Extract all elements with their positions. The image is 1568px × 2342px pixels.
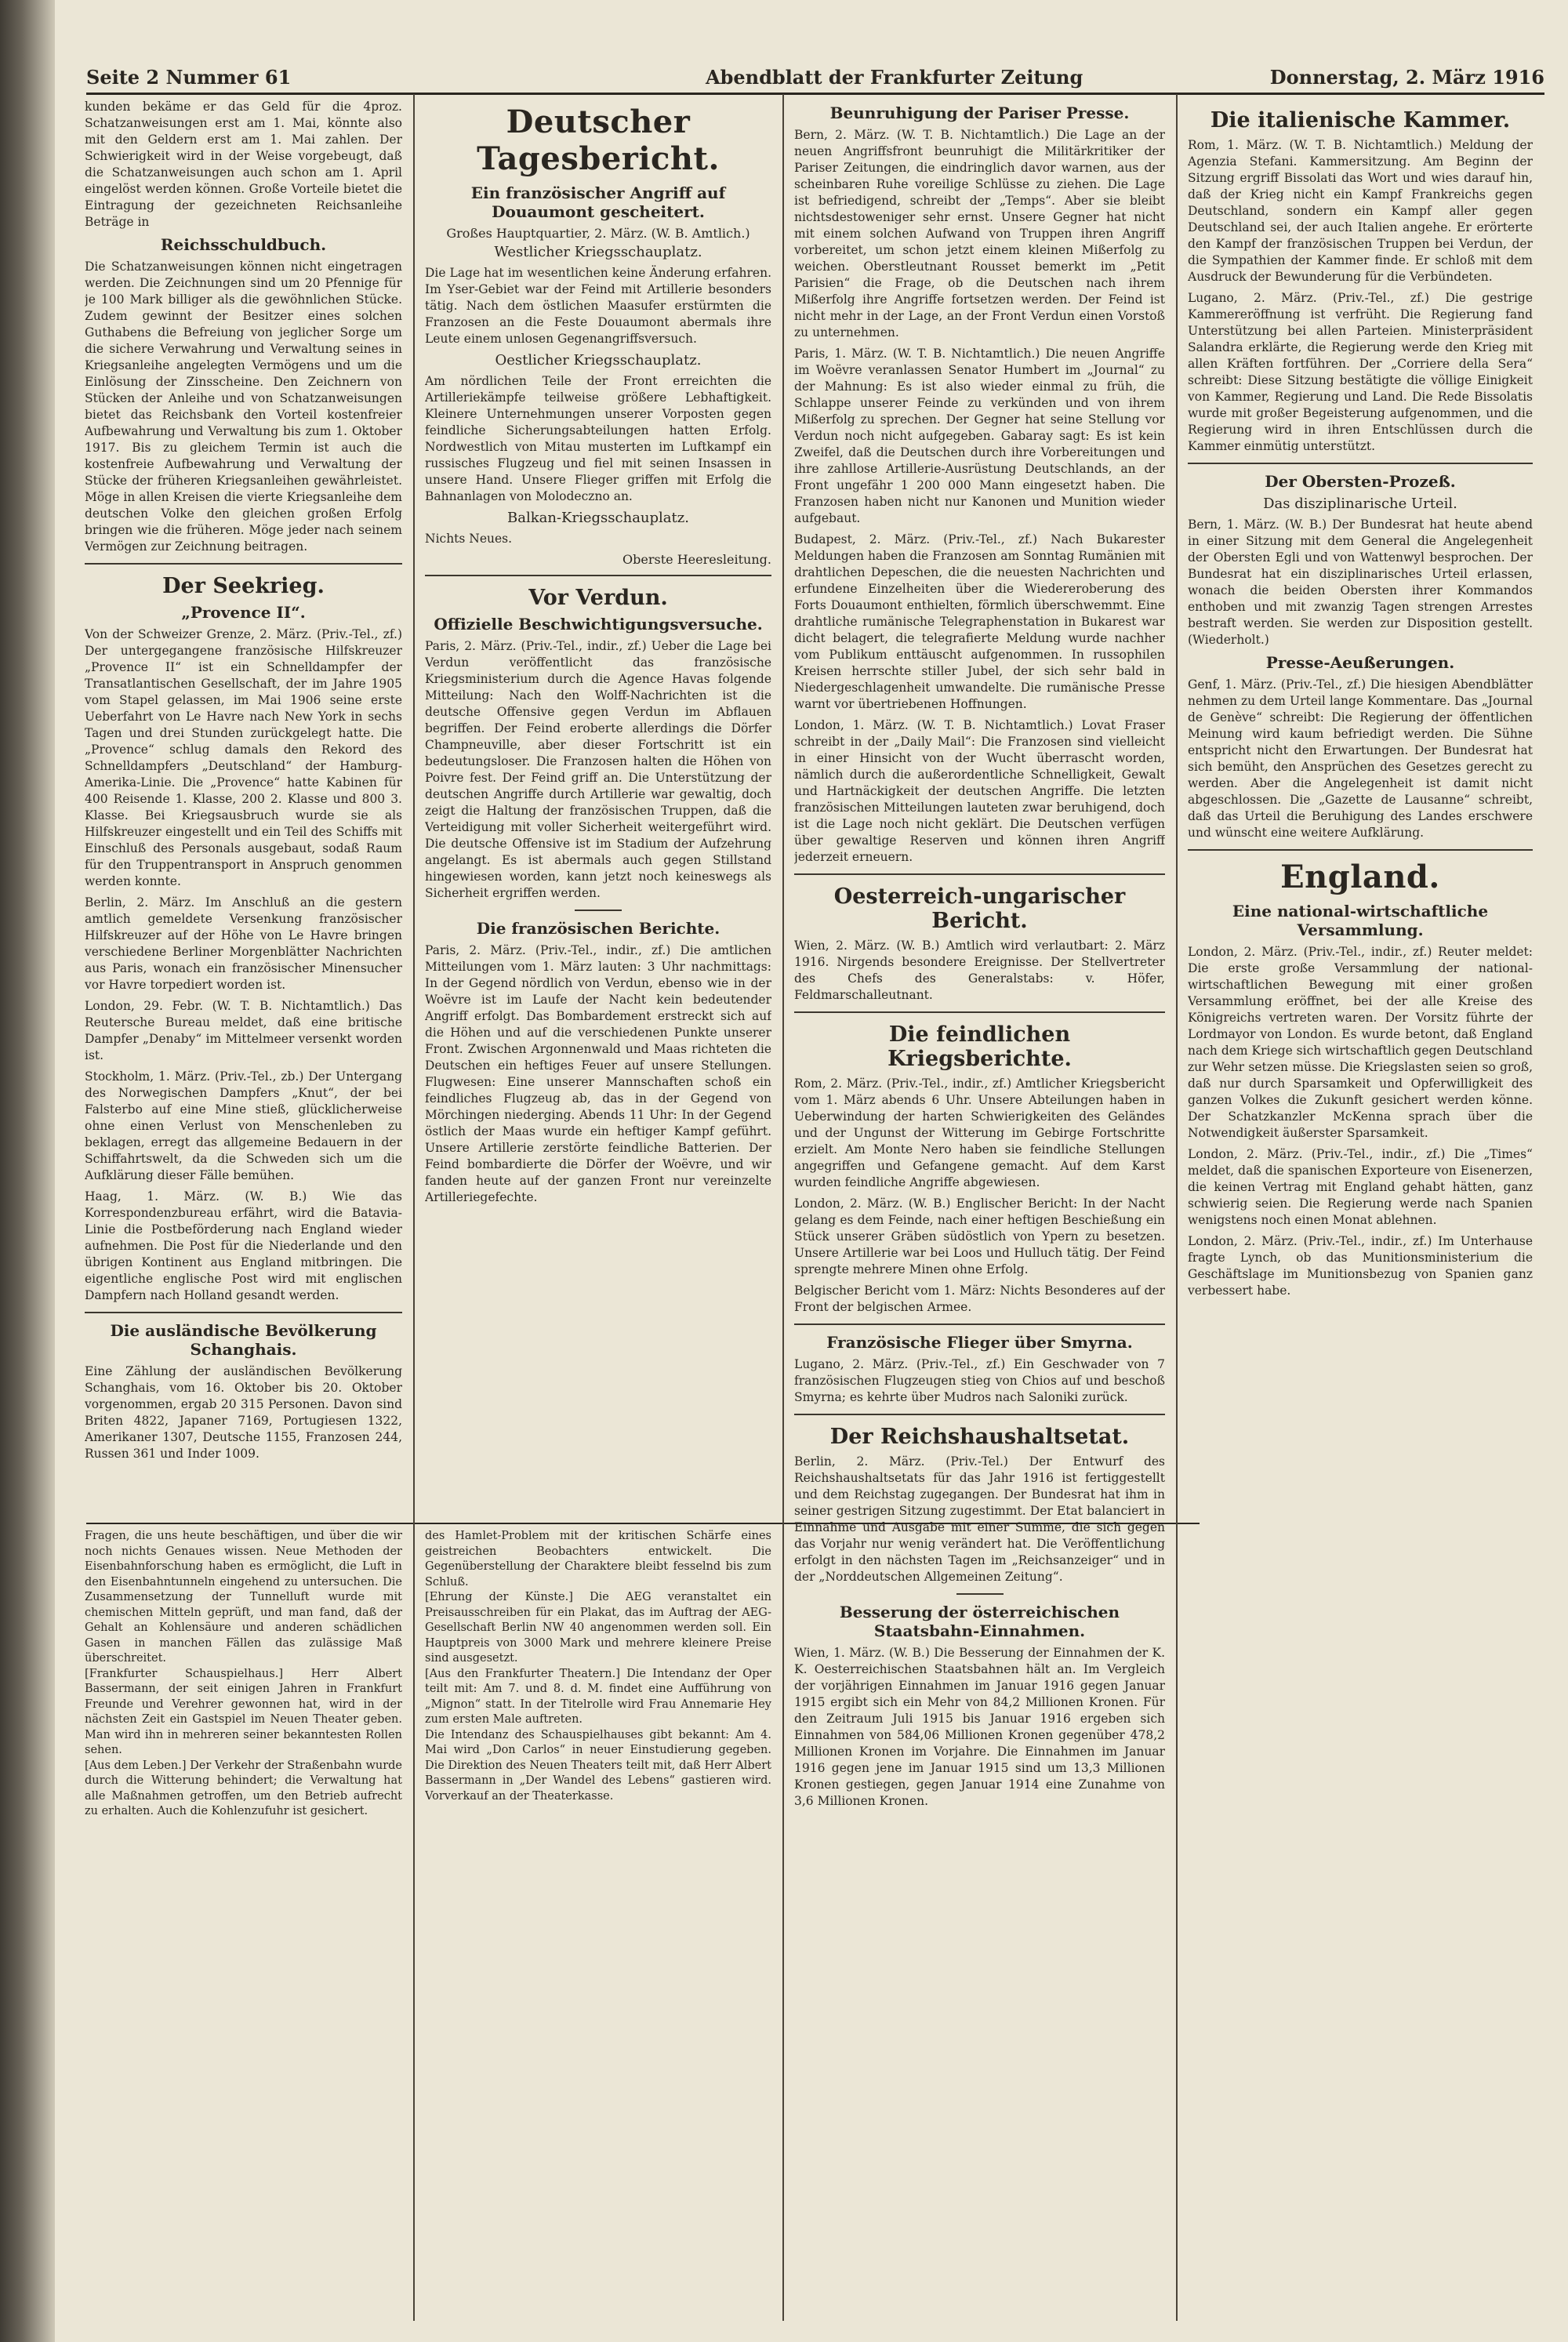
article-intro: kunden bekäme er das Geld für die 4proz. Schatzanweisungen erst am 1. Mai, könnte also mit den Geldern erst am 1. Mai zahlen. Der Schwierigkeit wird in der Weise vorgebeugt, daß die Schatzanweisungen auch schon am 1. April eingelöst werden können. Große Vorteile bietet die Eintragung der gezeichneten Reichsanleihe Beträge in — [85, 100, 402, 229]
article-london-versammlung: London, 2. März. (Priv.-Tel., indir., zf.) Reuter meldet: Die erste große Versammlung der national-wirtschaftlichen Bewegung mit einer großen Versammlung eröffnet, bei der alle Kreise des Königreichs vertreten waren. Der Vorsitz führte der Lordmayor von London. Es wurde betont, daß England nach dem Kriege sich wirtschaftlich gegen Deutschland zur Wehr setzen müsse. Die Kriegslasten seien so groß, daß nur durch Sparsamkeit und Opferwilligkeit des ganzen Volkes die Zukunft gesichert werden könne. Der Schatzkanzler McKenna sprach über die Notwendigkeit äußerster Sparsamkeit. — [1188, 945, 1533, 1140]
heading-smyrna: Französische Flieger über Smyrna. — [826, 1333, 1133, 1352]
article-london-englisch: London, 2. März. (W. B.) Englischer Bericht: In der Nacht gelang es dem Feinde, nach einer heftigen Beschießung ein Stück unserer Gräben südöstlich von Ypern zu besetzen. Unsere Artillerie war bei Loos und Hulluch tätig. Der Feind sprengte mehrere Minen ohne Erfolg. — [794, 1196, 1165, 1276]
article-balkan: Nichts Neues. — [425, 532, 513, 546]
divider — [1188, 463, 1533, 464]
heading-italienische-kammer: Die italienische Kammer. — [1210, 108, 1511, 133]
divider — [1188, 849, 1533, 851]
feuilleton-text-2: des Hamlet-Problem mit der kritischen Schärfe eines geistreichen Beobachters entwickelt. Die Gegenüberstellung der Charaktere bleibt fesselnd bis zum Schluß. [Ehrung der Künste.] Die AEG veranstaltet ein Preisausschreiben für ein Plakat, das im Auftrag der AEG-Gesellschaft Berlin NW 40 angenommen werden soll. Ein Hauptpreis von 3000 Mark und mehrere kleinere Preise sind ausgesetzt. [Aus den Frankfurter Theatern.] Die Intendanz der Oper teilt mit: Am 7. und 8. d. M. findet eine Aufführung von „Mignon“ statt. In der Titelrolle wird Frau Annemarie Hey zum ersten Male auftreten. Die Intendanz des Schauspielhauses gibt bekannt: Am 4. Mai wird „Don Carlos“ in neuer Einstudierung gegeben. Die Direktion des Neuen Theaters teilt mit, daß Herr Albert Bassermann in „Der Wandel des Lebens“ gastieren wird. Vorverkauf an der Theaterkasse. — [425, 1530, 771, 1803]
article-rom: Rom, 2. März. (Priv.-Tel., indir., zf.) Amtlicher Kriegsbericht vom 1. März abends 6 Uhr. Unsere Abteilungen haben in Ueberwindung der harten Schwierigkeiten des Geländes und der Ungunst der Witterung im Gebirge Fortschritte erzielt. Am Monte Nero haben sie feindliche Stellungen angegriffen und Gefangene gemacht. Auf dem Karst wurden feindliche Angriffe abgewiesen. — [794, 1077, 1165, 1189]
divider — [956, 1593, 1004, 1595]
article-berlin-hilfskreuzer: Berlin, 2. März. Im Anschluß an die gestern amtlich gemeldete Versenkung französischer Hilfskreuzer auf der Höhe von Le Havre bringen verschiedene Berliner Morgenblätter Nachrichten aus Paris, wonach ein französischer Minensucher vor Havre torpediert worden ist. — [85, 895, 402, 992]
heading-feindliche-kriegsberichte: Die feindlichen Kriegsberichte. — [887, 1022, 1072, 1071]
divider — [794, 873, 1165, 875]
article-belgisch: Belgischer Bericht vom 1. März: Nichts Besonderes auf der Front der belgischen Armee. — [794, 1284, 1165, 1314]
column-4 — [1188, 99, 1533, 2310]
heading-england: England. — [1280, 859, 1440, 895]
heading-seekrieg: Der Seekrieg. — [162, 574, 325, 598]
column-rule-3 — [1176, 94, 1178, 2321]
subheading-douaumont: Ein französischer Angriff auf Douaumont gescheitert. — [470, 183, 726, 221]
heading-franzoesische-berichte: Die französischen Berichte. — [476, 919, 720, 938]
divider — [794, 1324, 1165, 1325]
subheading-beschwichtigung: Offizielle Beschwichtigungsversuche. — [434, 615, 763, 634]
heading-obersten-prozess: Der Obersten-Prozeß. — [1265, 472, 1456, 491]
article-ost: Am nördlichen Teile der Front erreichten die Artilleriekämpfe teilweise größere Lebhaftigkeit. Kleinere Unternehmungen unserer Vorposten gegen feindliche Sicherungsabteilungen hatten Erfolg. Nordwestlich von Mitau musterten im Luftkampf ein russisches Flugzeug und fiel mit seinen Insassen in unsere Hand. Unsere Flieger griffen mit Erfolg die Bahnanlagen von Molodeczno an. — [425, 374, 771, 503]
divider — [575, 910, 622, 911]
page-number: Seite 2 Nummer 61 — [86, 66, 292, 89]
divider — [85, 563, 402, 565]
divider — [794, 1011, 1165, 1013]
masthead: Abendblatt der Frankfurter Zeitung — [706, 66, 1083, 89]
article-staatsbahn: Wien, 1. März. (W. B.) Die Besserung der Einnahmen der K. K. Oesterreichischen Staatsbahnen hält an. Im Vergleich der vorjährigen Einnahmen im Januar 1916 gegen Januar 1915 ergibt sich ein Mehr von 84,2 Millionen Kronen. Für den Zeitraum Juli 1915 bis Januar 1916 ergeben sich Einnahmen von 584,06 Millionen Kronen gegenüber 478,2 Millionen Kronen im Vorjahre. Die Einnahmen im Januar 1916 gegen jene im Januar 1915 sind um 13,3 Millionen Kronen gestiegen, gegen Januar 1914 eine Zunahme von 3,6 Millionen Kronen. — [794, 1646, 1165, 1808]
article-bern: Bern, 2. März. (W. T. B. Nichtamtlich.) Die Lage an der neuen Angriffsfront beunruhigt die Militärkritiker der Pariser Zeitungen, die eindringlich davor warnen, aus der scheinbaren Ruhe voreilige Schlüsse zu ziehen. Die Lage ist befriedigend, schreibt der „Temps“. Aber sie bleibt nichtsdestoweniger sehr ernst. Unsere Gegner hat nicht mit einem solchen Aufwand von Truppen ihren Angriff vorbereitet, um schon jetzt einem kleinen Mißerfolg zu weichen. Oberstleutnant Rousset bemerkt im „Petit Parisien“ die Frage, ob die Deutschen nach ihrem Mißerfolg ihre Angriffe fortsetzen werden. Der Feind ist nicht mehr in der Lage, an der Front Verdun einen Vorstoß zu unternehmen. — [794, 128, 1165, 339]
article-rom-kammer: Rom, 1. März. (W. T. B. Nichtamtlich.) Meldung der Agenzia Stefani. Kammersitzung. Am Beginn der Sitzung ergriff Bissolati das Wort und wies darauf hin, daß der Krieg nicht ein Kampf Frankreichs gegen Deutschland, sondern ein Kampf aller gegen Deutschland sei, der auch Italien angehe. Er erörterte den Kampf der französischen Truppen bei Verdun, der die Sympathien der Kammer finde. Er schloß mit dem Ausdruck der Bewunderung für die Verbündeten. — [1188, 138, 1533, 284]
article-verdun: Paris, 2. März. (Priv.-Tel., indir., zf.) Ueber die Lage bei Verdun veröffentlicht das französische Kriegsministerium durch die Agence Havas folgende Mitteilung: Nach den Wolff-Nachrichten ist die deutsche Offensive gegen Verdun im Abflauen begriffen. Der Feind eroberte allerdings die Dörfer Champneuville, aber dieser Fortschritt ist ein bedeutungsloser. Die Franzosen halten die Höhen von Poivre fest. Der Feind griff an. Die Unterstützung der deutschen Angriffe durch Artillerie war gewaltig, doch zeigt die Haltung der französischen Truppen, daß die Verteidigung mit voller Sicherheit weitergeführt wird. Die deutsche Offensive ist im Stadium der Aufzehrung angelangt. Es ist abermals auch gegen Stillstand hingewiesen worden, kann jetzt noch keineswegs als Sicherheit ergriffen werden. — [425, 639, 771, 900]
article-west: Die Lage hat im wesentlichen keine Änderung erfahren. Im Yser-Gebiet war der Feind mit Artillerie besonders tätig. Nach dem östlichen Maasufer erstürmten die Franzosen an die Feste Douaumont abermals ihre Leute einem unlosen Gegenangriffsversuch. — [425, 266, 771, 346]
article-london-fraser: London, 1. März. (W. T. B. Nichtamtlich.) Lovat Fraser schreibt in der „Daily Mail“: Die Franzosen sind vielleicht in einer Hinsicht von der Wucht überrascht worden, nämlich durch die außerordentliche Schnelligkeit, Gewalt und Hartnäckigkeit der deutschen Angriffe. Die letzten französischen Mitteilungen lauteten zwar beruhigend, doch ist die Lage noch nicht geklärt. Die Deutschen verfügen über gewaltige Reserven und können ihren Angriff jederzeit erneuern. — [794, 718, 1165, 864]
divider — [85, 1312, 402, 1313]
heading-schanghai: Die ausländische Bevölkerung Schanghais. — [110, 1321, 377, 1359]
article-reichsschuldbuch: Die Schatzanweisungen können nicht eingetragen werden. Die Zeichnungen sind um 20 Pfennige für je 100 Mark billiger als die gewöhnlichen Stücke. Zudem gewinnt der Besitzer eines solchen Guthabens die Befreiung von jeglicher Sorge um die sichere Verwahrung und Verwaltung seines in Kriegsanleihe angelegten Vermögens und um die Einlösung der Zinsscheine. Den Zeichnern von Stücken der Anleihe und von Schatzanweisungen bietet das Reichsbank den Vorteil kostenfreier Aufbewahrung und Verwaltung bis zum 1. Oktober 1917. Bis zu gleichem Termin ist auch die kostenfreie Aufbewahrung und Verwaltung der Stücke der früheren Kriegsanleihen gewährleistet. Möge in allen Kreisen die vierte Kriegsanleihe dem deutschen Volke den gleichen großen Erfolg bringen wie die früheren. Möge jeder nach seinem Vermögen zur Zeichnung beitragen. — [85, 260, 402, 554]
column-2 — [425, 99, 771, 1518]
article-provence: Von der Schweizer Grenze, 2. März. (Priv.-Tel., zf.) Der untergegangene französische Hilfskreuzer „Provence II“ ist ein Schnelldampfer der Transatlantischen Gesellschaft, der im Jahre 1905 vom Stapel gelassen, im Mai 1906 seine erste Ueberfahrt von Le Havre nach New York in sechs Tagen und drei Stunden zurückgelegt hatte. Die „Provence“ schlug damals den Rekord des Schnelldampfers „Deutschland“ der Hamburg-Amerika-Linie. Die „Provence“ hatte Kabinen für 400 Reisende 1. Klasse, 200 2. Klasse und 800 3. Klasse. Bei Kriegsausbruch wurde sie als Hilfskreuzer eingestellt und ein Teil des Schiffs mit Einschluß des Personals ausgebaut, sodaß Raum für den Truppentransport in Anspruch genommen werden konnte. — [85, 627, 402, 888]
article-stockholm: Stockholm, 1. März. (Priv.-Tel., zb.) Der Untergang des Norwegischen Dampfers „Knut“, der bei Falsterbo auf eine Mine stieß, glücklicherweise ohne einen Verlust von Menschenleben zu beklagen, erregt das allgemeine Bedauern in der Schiffahrtswelt, da die Schweden sich um die Aufklärung dieser Fälle bemühen. — [85, 1069, 402, 1182]
heading-oesterreich-ungarischer-bericht: Oesterreich-ungarischer Bericht. — [833, 884, 1126, 933]
feuilleton-text-1: Fragen, die uns heute beschäftigen, und über die wir noch nichts Genaues wissen. Neue Methoden der Eisenbahnforschung haben es ermöglicht, die Luft in den Eisenbahntunneln eingehend zu untersuchen. Die Zusammensetzung der Tunnelluft wurde mit chemischen Mitteln geprüft, und man fand, daß der Gehalt an Kohlensäure und anderen schädlichen Gasen in manchen Fällen das zulässige Maß überschreitet. [Frankfurter Schauspielhaus.] Herr Albert Bassermann, der seit einigen Jahren in Frankfurt Freunde und Verehrer gewonnen hat, wird in der nächsten Zeit ein Gastspiel im Neuen Theater geben. Man wird ihn in mehreren seiner bekanntesten Rollen sehen. [Aus dem Leben.] Der Verkehr der Straßenbahn wurde durch die Witterung behindert; die Verwaltung hat alle Maßnahmen getroffen, um den Betrieb aufrecht zu erhalten. Auch die Kohlenzufuhr ist gesichert. — [85, 1530, 402, 1817]
dateline-hauptquartier: Großes Hauptquartier, 2. März. (W. B. Amtlich.) — [446, 226, 750, 241]
article-haag: Haag, 1. März. (W. B.) Wie das Korrespondenzbureau erfährt, wird die Batavia-Linie die Postbeförderung nach England wieder aufnehmen. Die Post für die Niederlande und den übrigen Kontinent aus England mitbringen. Die eigentliche englische Post wird mit englischen Dampfern nach Holland gesandt werden. — [85, 1189, 402, 1302]
column-1 — [85, 99, 402, 1518]
heading-reichshaushaltsetat: Der Reichshaushaltsetat. — [829, 1425, 1130, 1449]
divider — [794, 1414, 1165, 1415]
heading-pariser-presse: Beunruhigung der Pariser Presse. — [829, 103, 1130, 122]
column-rule-2 — [782, 94, 784, 2321]
newspaper-page — [55, 0, 1568, 2342]
article-london-denaby: London, 29. Febr. (W. T. B. Nichtamtlich.) Das Reutersche Bureau meldet, daß eine britische Dampfer „Denaby“ im Mittelmeer versenkt worden ist. — [85, 999, 402, 1062]
heading-balkan: Balkan-Kriegsschauplatz. — [507, 510, 689, 526]
heading-oestlicher-kriegsschauplatz: Oestlicher Kriegsschauplatz. — [495, 352, 702, 369]
issue-date: Donnerstag, 2. März 1916 — [1269, 66, 1544, 89]
heading-provence: „Provence II“. — [181, 603, 306, 622]
heading-deutscher-tagesbericht: Deutscher Tagesbericht. — [477, 103, 720, 177]
article-franzoesische-berichte: Paris, 2. März. (Priv.-Tel., indir., zf.) Die amtlichen Mitteilungen vom 1. März lauten: 3 Uhr nachmittags: In der Gegend nördlich von Verdun, ebenso wie in der Woëvre ist im Laufe der Nacht kein bedeutender Angriff erfolgt. Das Bombardement erstreckt sich auf die Höhen und auf die verschiedenen Punkte unserer Front. Zwischen Argonnenwald und Maas richteten die Deutschen ein heftiges Feuer auf unsere Stellungen. Flugwesen: Eine unserer Mannschaften schoß ein feindliches Flugzeug ab, das in der Gegend von Mörchingen niederging. Abends 11 Uhr: In der Gegend östlich der Maas wurde ein heftiger Kampf geführt. Unsere Artillerie zerstörte feindliche Batterien. Der Feind bombardierte die Dörfer der Woëvre, und wir fanden heute auf der ganzen Front nur vereinzelte Artilleriegefechte. — [425, 943, 771, 1204]
article-budapest: Budapest, 2. März. (Priv.-Tel., zf.) Nach Bukarester Meldungen haben die Franzosen am Sonntag Rumänien mit drahtlichen Depeschen, die die neuesten Nachrichten und erfundene Einzelheiten über die Wiedereroberung des Forts Douaumont enthielten, förmlich überschwemmt. Eine drahtliche rumänische Telegraphenstation in Bukarest war dicht belagert, die telegrafierte Meldung wurde nachher vom Publikum enttäuscht aufgenommen. In russophilen Kreisen herrschte stiller Jubel, der sich sehr bald in Niedergeschlagenheit umwandelte. Die rumänische Presse warnt vor übertriebenen Hoffnungen. — [794, 532, 1165, 711]
feuilleton-column-2 — [425, 1529, 771, 2305]
feuilleton-column-1 — [85, 1529, 402, 2305]
header-rule — [86, 93, 1544, 95]
article-paris: Paris, 1. März. (W. T. B. Nichtamtlich.) Die neuen Angriffe im Woëvre veranlassen Senator Humbert im „Journal“ zu der Mahnung: Es ist also wieder einmal zu früh, die Schlappe unserer Feinde zu verkünden und von ihrem Mißerfolg zu sprechen. Der Gegner hat seine Stellung vor Verdun noch nicht aufgegeben. Gabaray sagt: Es ist kein Zweifel, daß die Deutschen durch ihre Vorbereitungen und ihre zahllose Artillerie-Ausrüstung Deutschlands, an der Front ungefähr 1 200 000 Mann eingesetzt haben. Die Franzosen haben nicht nur Kanonen und Munition wieder aufgebaut. — [794, 347, 1165, 525]
heading-staatsbahn: Besserung der österreichischen Staatsbahn-Einnahmen. — [839, 1603, 1120, 1640]
article-smyrna: Lugano, 2. März. (Priv.-Tel., zf.) Ein Geschwader von 7 französischen Flugzeugen stieg von Chios auf und beschoß Smyrna; es kehrte über Mudros nach Saloniki zurück. — [794, 1357, 1165, 1404]
heading-westlicher-kriegsschauplatz: Westlicher Kriegsschauplatz. — [494, 244, 702, 260]
article-london-times: London, 2. März. (Priv.-Tel., indir., zf.) Die „Times“ meldet, daß die spanischen Exporteure von Eisenerzen, die keinen Vertrag mit England gehabt hätten, ganz schwierig seien. Die Regierung werde nach Spanien wenigstens noch einen Monat ablehnen. — [1188, 1147, 1533, 1227]
article-genf: Genf, 1. März. (Priv.-Tel., zf.) Die hiesigen Abendblätter nehmen zu dem Urteil lange Kommentare. Das „Journal de Genève“ schreibt: Die Regierung der öffentlichen Meinung wird kaum befriedigt werden. Die Sühne entspricht nicht den Erwartungen. Der Bundesrat hat sich bemüht, den Ansprüchen des Gesetzes gerecht zu werden. Aber die Angelegenheit ist damit nicht abgeschlossen. Die „Gazette de Lausanne“ schreibt, daß das Urteil die Beruhigung des Landes erschwere und wünscht eine weitere Aufklärung. — [1188, 677, 1533, 840]
article-schanghai: Eine Zählung der ausländischen Bevölkerung Schanghais, vom 16. Oktober bis 20. Oktober vorgenommen, ergab 20 315 Personen. Davon sind Briten 4822, Japaner 7169, Portugiesen 1322, Amerikaner 1307, Deutsche 1155, Franzosen 244, Russen 361 und Inder 1009. — [85, 1364, 402, 1461]
signature-heeresleitung: Oberste Heeresleitung. — [622, 552, 771, 567]
article-wien: Wien, 2. März. (W. B.) Amtlich wird verlautbart: 2. März 1916. Nirgends besondere Ereignisse. Der Stellvertreter des Chefs des Generalstabs: v. Höfer, Feldmarschalleutnant. — [794, 939, 1165, 1002]
subheading-urteil: Das disziplinarische Urteil. — [1263, 496, 1457, 512]
divider — [425, 575, 771, 576]
heading-reichsschuldbuch: Reichsschuldbuch. — [160, 235, 327, 254]
heading-presse-aeusserungen: Presse-Aeußerungen. — [1265, 653, 1455, 672]
article-bern-urteil: Bern, 1. März. (W. B.) Der Bundesrat hat heute abend in einer Sitzung mit dem General die Angelegenheit der Obersten Egli und von Wattenwyl besprochen. Der Bundesrat hat ein disziplinarisches Urteil erlassen, wonach die beiden Obersten ihrer Kommandos enthoben und mit zwanzig Tagen strengen Arrestes bestraft werden. Sie werden zur Disposition gestellt. (Wiederholt.) — [1188, 517, 1533, 647]
heading-vor-verdun: Vor Verdun. — [528, 586, 668, 610]
article-lugano: Lugano, 2. März. (Priv.-Tel., zf.) Die gestrige Kammereröffnung ist verfrüht. Die Regierung fand Unterstützung bei allen Parteien. Ministerpräsident Salandra erklärte, die Regierung werde den Krieg mit allen Kräften fortführen. Der „Corriere della Sera“ schreibt: Diese Sitzung bestätigte die völlige Einigkeit von Kammer, Regierung und Land. Die Rede Bissolatis wurde mit großer Begeisterung aufgenommen, und die Regierung wird in ihren Entschlüssen durch die Kammer einmütig unterstützt. — [1188, 291, 1533, 453]
page-binding — [0, 0, 55, 2342]
column-rule-1 — [413, 94, 415, 2321]
column-3 — [794, 99, 1165, 2310]
article-london-unterhaus: London, 2. März. (Priv.-Tel., indir., zf.) Im Unterhause fragte Lynch, ob das Munitionsministerium die Geschäftslage im Munitionsbezug von Spanien ganz verbessert habe. — [1188, 1234, 1533, 1298]
subheading-versammlung: Eine national-wirtschaftliche Versammlung. — [1232, 902, 1489, 939]
article-etat: Berlin, 2. März. (Priv.-Tel.) Der Entwurf des Reichshaushaltsetats für das Jahr 1916 ist fertiggestellt und dem Reichstag zugegangen. Der Bundesrat hat ihm in seiner gestrigen Sitzung zugestimmt. Der Etat balanciert in Einnahme und Ausgabe mit einer Summe, die sich gegen das Vorjahr nur wenig verändert hat. Die Veröffentlichung erfolgt in den nächsten Tagen im „Reichsanzeiger“ und in der „Norddeutschen Allgemeinen Zeitung“. — [794, 1454, 1165, 1584]
